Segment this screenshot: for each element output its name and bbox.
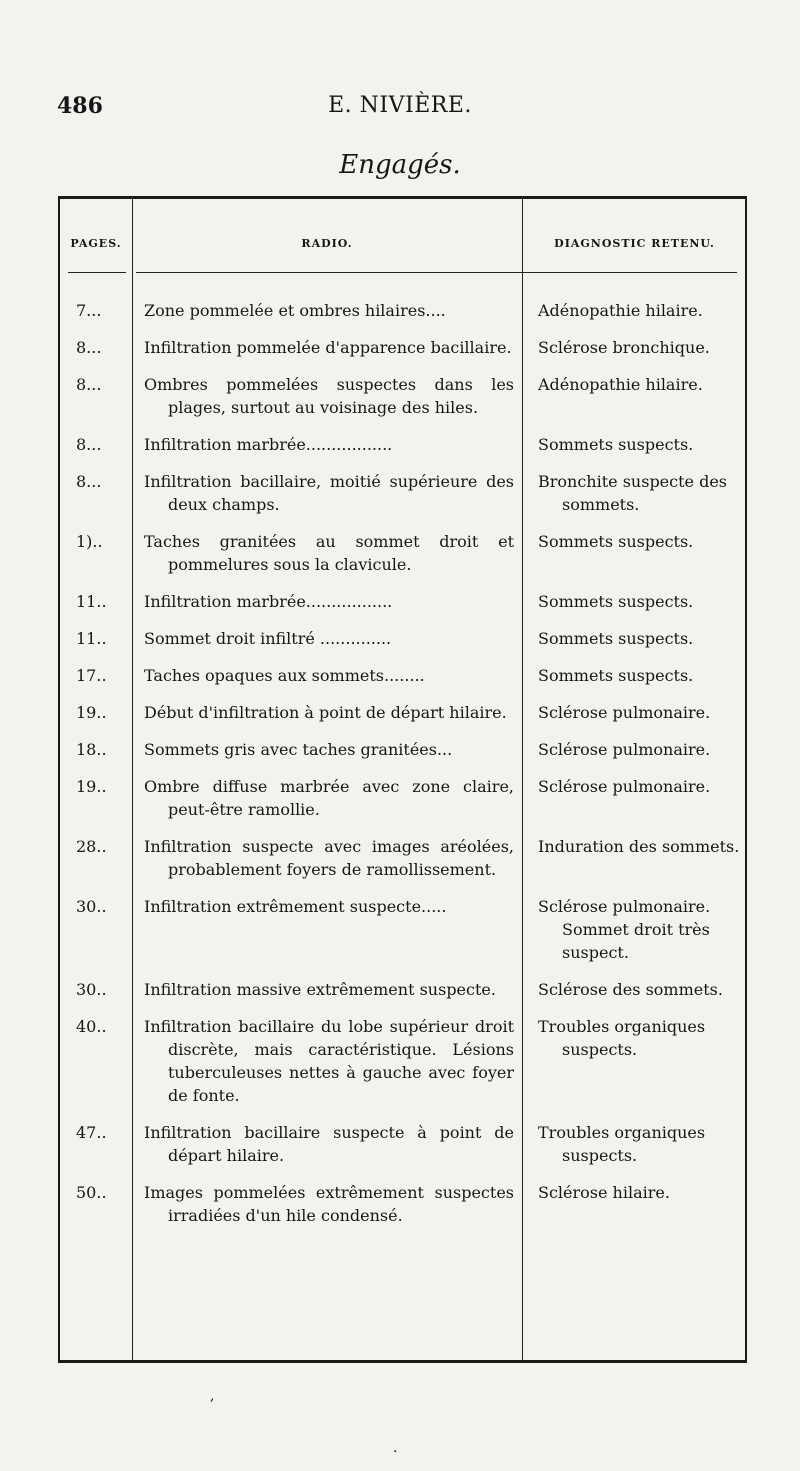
cell-radio: Infiltration marbrée................. xyxy=(144,592,393,611)
table-row xyxy=(60,433,749,456)
cell-diagnostic: Sclérose pulmonaire. xyxy=(538,703,711,722)
column-header-pages: PAGES. xyxy=(70,237,122,250)
running-head: E. NIVIÈRE. xyxy=(328,93,472,118)
cell-diagnostic: Troubles organiques suspects. xyxy=(538,1123,706,1165)
cell-diagnostic: Sclérose pulmonaire. xyxy=(538,777,711,796)
table-body xyxy=(60,299,749,1241)
table-row xyxy=(60,895,749,964)
cell-radio: Infiltration extrêmement suspecte..... xyxy=(144,897,447,916)
header-rule xyxy=(68,272,126,273)
page-number: 486 xyxy=(57,93,103,119)
table-row xyxy=(60,775,749,821)
cell-diagnostic: Sommets suspects. xyxy=(538,629,694,648)
cell-radio: Zone pommelée et ombres hilaires.... xyxy=(144,301,446,320)
cell-diagnostic: Sommets suspects. xyxy=(538,532,694,551)
cell-diagnostic: Sommets suspects. xyxy=(538,435,694,454)
section-title: Engagés. xyxy=(339,150,461,180)
table-row xyxy=(60,530,749,576)
cell-page: 1).. xyxy=(76,532,103,551)
cell-radio: Ombres pommelées suspectes dans les plages, surtout au voisinage des hiles. xyxy=(144,375,514,417)
cell-page: 50.. xyxy=(76,1183,107,1202)
cell-diagnostic: Sclérose hilaire. xyxy=(538,1183,670,1202)
table-row xyxy=(60,1121,749,1167)
cell-radio: Images pommelées extrêmement suspectes irradiées d'un hile condensé. xyxy=(144,1183,514,1225)
cell-page: 30.. xyxy=(76,980,107,999)
column-header-diagnostic: DIAGNOSTIC RETENU. xyxy=(554,237,715,250)
cell-diagnostic: Sommets suspects. xyxy=(538,592,694,611)
table-row xyxy=(60,1015,749,1107)
table-row xyxy=(60,1181,749,1227)
stray-mark: . xyxy=(393,1440,398,1456)
cell-diagnostic: Sclérose pulmonaire. Sommet droit très suspect. xyxy=(538,897,711,962)
cell-diagnostic: Sommets suspects. xyxy=(538,666,694,685)
cell-diagnostic: Induration des sommets. xyxy=(538,837,740,856)
table-row xyxy=(60,373,749,419)
cell-page: 8... xyxy=(76,338,102,357)
cell-page: 8... xyxy=(76,375,102,394)
table-row xyxy=(60,978,749,1001)
cell-radio: Infiltration bacillaire, moitié supérieure des deux champs. xyxy=(144,472,514,514)
table-row xyxy=(60,470,749,516)
cell-page: 7... xyxy=(76,301,102,320)
cell-radio: Sommet droit infiltré .............. xyxy=(144,629,392,648)
cell-radio: Sommets gris avec taches granitées... xyxy=(144,740,453,759)
cell-radio: Début d'infiltration à point de départ hilaire. xyxy=(144,703,507,722)
cell-page: 19.. xyxy=(76,777,107,796)
table-row xyxy=(60,835,749,881)
cell-page: 19.. xyxy=(76,703,107,722)
cell-diagnostic: Sclérose bronchique. xyxy=(538,338,710,357)
cell-diagnostic: Bronchite suspecte des sommets. xyxy=(538,472,728,514)
cell-page: 17.. xyxy=(76,666,107,685)
cell-diagnostic: Sclérose des sommets. xyxy=(538,980,723,999)
table-row xyxy=(60,590,749,613)
cell-page: 40.. xyxy=(76,1017,107,1036)
cell-page: 18.. xyxy=(76,740,107,759)
cell-diagnostic: Sclérose pulmonaire. xyxy=(538,740,711,759)
cell-page: 11.. xyxy=(76,629,107,648)
cell-page: 28.. xyxy=(76,837,107,856)
cell-radio: Infiltration pommelée d'apparence bacillaire. xyxy=(144,338,512,357)
stray-mark: , xyxy=(210,1388,215,1404)
cell-radio: Infiltration bacillaire du lobe supérieur droit discrète, mais caractéristique. Lésions tuberculeuses nettes à gauche avec foyer de fonte. xyxy=(144,1017,514,1105)
cell-radio: Taches granitées au sommet droit et pommelures sous la clavicule. xyxy=(144,532,514,574)
header-rule xyxy=(136,272,737,273)
cell-diagnostic: Troubles organiques suspects. xyxy=(538,1017,706,1059)
cell-page: 8... xyxy=(76,435,102,454)
cell-page: 30.. xyxy=(76,897,107,916)
cell-radio: Ombre diffuse marbrée avec zone claire, peut-être ramollie. xyxy=(144,777,514,819)
cell-page: 11.. xyxy=(76,592,107,611)
cell-radio: Taches opaques aux sommets........ xyxy=(144,666,425,685)
cell-diagnostic: Adénopathie hilaire. xyxy=(538,301,703,320)
column-header-radio: RADIO. xyxy=(301,237,353,250)
table-row xyxy=(60,701,749,724)
table-row xyxy=(60,336,749,359)
table-row xyxy=(60,738,749,761)
cell-radio: Infiltration marbrée................. xyxy=(144,435,393,454)
table-row xyxy=(60,627,749,650)
cell-diagnostic: Adénopathie hilaire. xyxy=(538,375,703,394)
cell-radio: Infiltration bacillaire suspecte à point de départ hilaire. xyxy=(144,1123,514,1165)
table-row xyxy=(60,664,749,687)
table-row xyxy=(60,299,749,322)
cell-page: 8... xyxy=(76,472,102,491)
cell-page: 47.. xyxy=(76,1123,107,1142)
cell-radio: Infiltration suspecte avec images aréolées, probablement foyers de ramollissement. xyxy=(144,837,514,879)
cell-radio: Infiltration massive extrêmement suspecte. xyxy=(144,980,496,999)
results-table xyxy=(58,196,747,1363)
